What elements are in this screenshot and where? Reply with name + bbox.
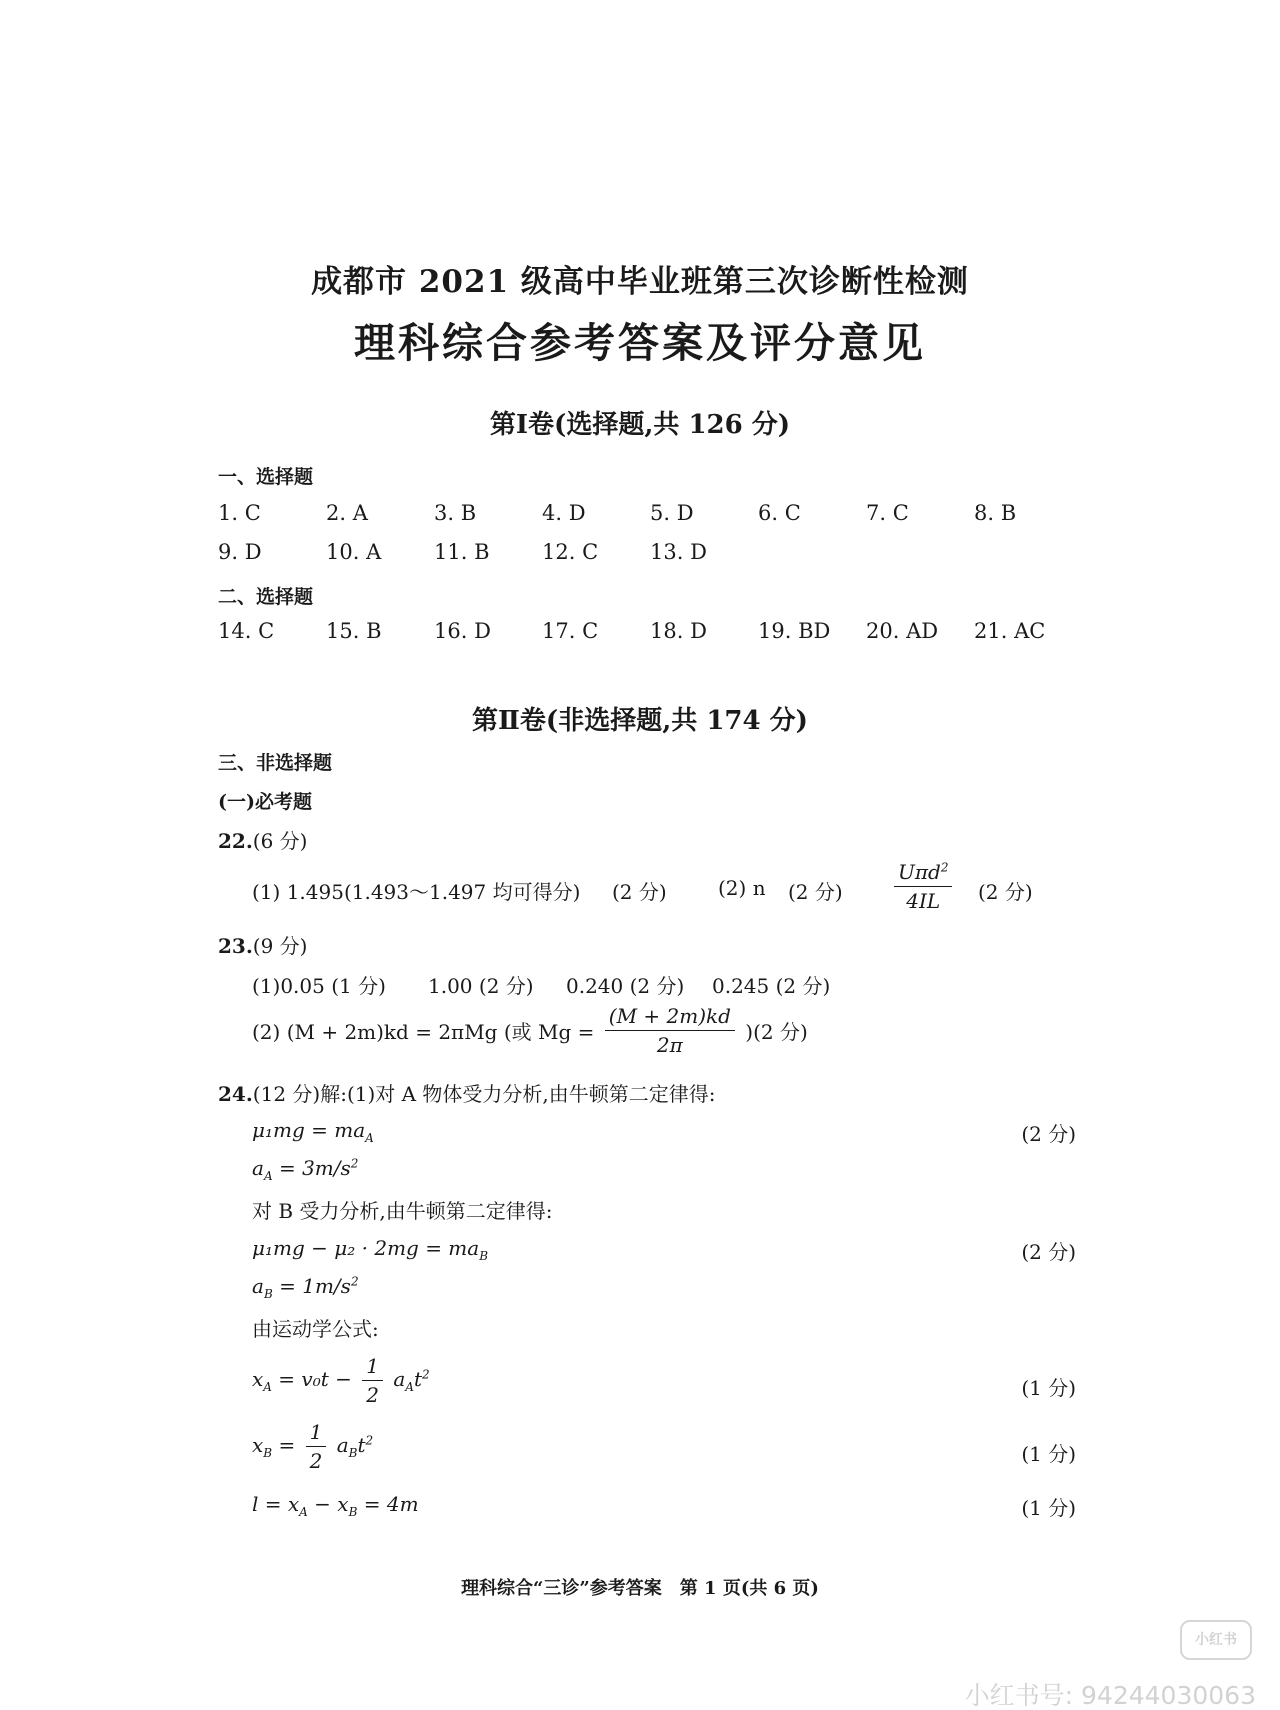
q24-header [218,1078,716,1107]
page-footer: 理科综合“三诊”参考答案 第 1 页(共 6 页) [461,1578,819,1599]
answer-item: 5. D [650,501,694,525]
q24-eq1-text: μ₁mg = ma [252,1118,366,1142]
q24-eq2-rest: = 3m/s [272,1156,351,1180]
answer-item: 15. B [326,619,382,643]
q24-eq7-score: (1 分) [1021,1496,1076,1520]
answer-item: 6. C [758,501,801,525]
q22-points: (6 分) [252,829,308,853]
q24-eq6-sup: 2 [365,1433,374,1448]
watermark-logo: 小红书 [1180,1620,1252,1660]
q24-eq6 [252,1420,373,1473]
answer-item: 14. C [218,619,275,643]
q24-eq6-lhs: x [252,1433,264,1457]
q24-eq7-sub1: A [299,1505,308,1519]
q24-eq5-lhs-sub: A [263,1380,272,1394]
q22-score2: (2 分) [788,880,843,904]
q23-header [218,930,307,959]
q24-eq7-rest: = 4m [357,1492,419,1516]
q23-number: 23. [218,934,253,958]
q23-line1-c: 0.240 (2 分) [566,974,685,998]
q24-eq6-a: a [336,1433,349,1457]
answer-item: 19. BD [758,619,831,643]
q24-eq6-lhs-sub: B [263,1446,273,1460]
q24-eq4-sub: B [263,1287,273,1301]
q24-eq2 [252,1156,358,1183]
q23-frac-den: 2π [656,1033,683,1057]
q23-line1-d: 0.245 (2 分) [712,974,831,998]
answer-item: 4. D [542,501,586,525]
doc-title-line2: 理科综合参考答案及评分意见 [354,319,926,367]
q24-eq7 [252,1492,419,1519]
q24-eq4-a: a [252,1274,264,1298]
q24-eq5-mid: = v₀t − [271,1367,352,1391]
answer-item: 9. D [218,540,262,564]
q24-eq4 [252,1274,359,1301]
q24-eq7-sub2: B [348,1505,358,1519]
q22-score1: (2 分) [612,880,667,904]
q24-eq5-score: (1 分) [1021,1376,1076,1400]
section2-label: 二、选择题 [218,586,314,608]
q24-eq2-sup: 2 [350,1156,359,1171]
q24-eq6-frac-den: 2 [309,1449,323,1473]
answer-item: 17. C [542,619,599,643]
q24-eq6-t: t [357,1433,366,1457]
q24-number: 24. [218,1082,253,1106]
answer-item: 8. B [974,501,1017,525]
answer-item: 12. C [542,540,599,564]
q24-eq7-a: l = x [252,1492,300,1516]
q24-eq3 [252,1236,488,1263]
q24-eq4-rest: = 1m/s [272,1274,351,1298]
doc-title-line1: 成都市 2021 级高中毕业班第三次诊断性检测 [311,264,969,300]
q23-line2-prefix: (2) (M + 2m)kd = 2πMg (或 Mg = [252,1020,595,1044]
answer-item: 10. A [326,540,382,564]
q24-eq5-sup: 2 [422,1367,430,1382]
q22-score3: (2 分) [978,880,1033,904]
q24-eq6-a-sub: B [348,1446,358,1460]
q23-frac-num: (M + 2m)kd [605,1004,735,1031]
q23-line1-b: 1.00 (2 分) [428,974,534,998]
q23-line2-suffix: )(2 分) [745,1020,808,1044]
q24-eq6-frac-num: 1 [306,1420,327,1447]
q24-intro: (12 分)解:(1)对 A 物体受力分析,由牛顿第二定律得: [252,1082,716,1106]
answer-item: 2. A [326,501,368,525]
q24-eq6-mid: = [272,1433,296,1457]
q22-header [218,825,307,854]
answer-item: 20. AD [866,619,939,643]
section1-label: 一、选择题 [218,466,314,488]
watermark-text: 小红书号: 94244030063 [964,1681,1256,1710]
q24-eq1-sub: A [365,1131,374,1145]
q24-eq5-lhs: x [252,1367,264,1391]
q24-text-kinematics: 由运动学公式: [252,1317,379,1341]
q22-formula-num: Uπd [898,860,941,884]
q24-eq1 [252,1118,374,1145]
q22-formula-sup: 2 [940,860,949,875]
q22-formula [890,860,956,913]
answer-item: 11. B [434,540,490,564]
q24-eq3-sub: B [479,1249,489,1263]
compulsory-label: (一)必考题 [218,791,312,813]
answer-item: 21. AC [974,619,1046,643]
q24-eq3-score: (2 分) [1021,1240,1076,1264]
part1-title: 第Ⅰ卷(选择题,共 126 分) [489,410,791,440]
q24-eq5-a-sub: A [405,1380,414,1394]
q23-line2 [252,1004,808,1057]
answer-item: 18. D [650,619,707,643]
answer-item: 1. C [218,501,261,525]
q24-text-b: 对 B 受力分析,由牛顿第二定律得: [252,1199,553,1223]
q24-eq3-text: μ₁mg − μ₂ · 2mg = ma [252,1236,480,1260]
answer-item: 3. B [434,501,477,525]
answer-item: 16. D [434,619,491,643]
q24-eq7-mid: − x [307,1492,349,1516]
answer-item: 13. D [650,540,707,564]
q24-eq1-score: (2 分) [1021,1122,1076,1146]
q22-number: 22. [218,829,253,853]
q24-eq5-frac-den: 2 [366,1383,379,1407]
answer-item: 7. C [866,501,909,525]
q22-part1: (1) 1.495(1.493～1.497 均可得分) [252,880,581,904]
q24-eq5-a: a [393,1367,406,1391]
q23-points: (9 分) [252,934,308,958]
q23-line1-a: (1)0.05 (1 分) [252,974,386,998]
q24-eq5-frac-num: 1 [362,1354,383,1381]
q24-eq2-a: a [252,1156,264,1180]
q24-eq2-sub: A [263,1169,273,1183]
q24-eq4-sup: 2 [350,1274,359,1289]
q24-eq6-score: (1 分) [1021,1442,1076,1466]
q22-formula-den: 4IL [906,889,941,913]
q24-eq5 [252,1354,430,1407]
q22-part2: (2) n [718,876,766,900]
section3-label: 三、非选择题 [218,752,333,774]
q24-eq5-t: t [413,1367,423,1391]
part2-title: 第Ⅱ卷(非选择题,共 174 分) [472,706,808,736]
